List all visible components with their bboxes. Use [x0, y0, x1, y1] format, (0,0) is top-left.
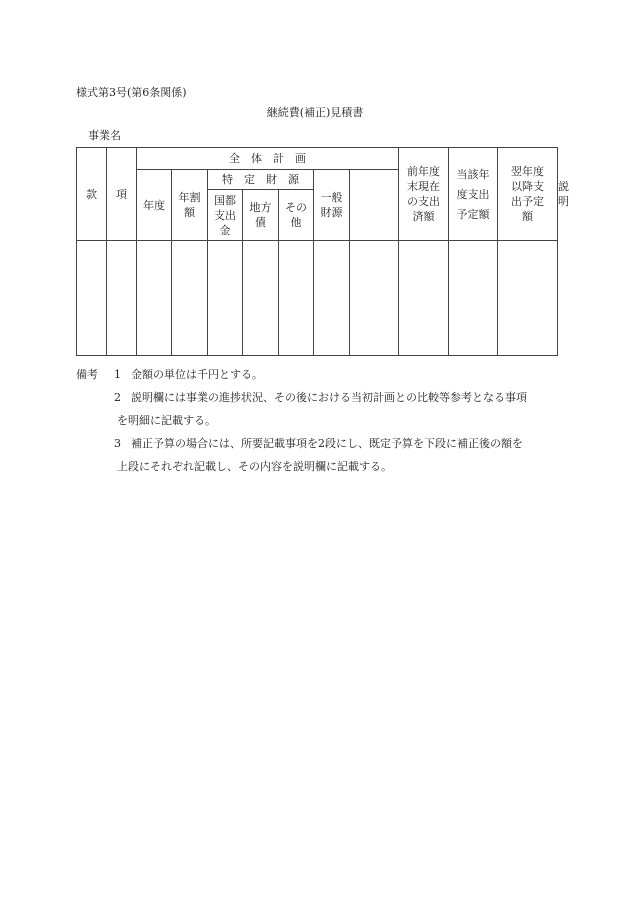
- header-year: 年度: [137, 170, 172, 241]
- remark-item-1: [76, 363, 566, 386]
- remark-number: 1: [114, 368, 121, 381]
- cell-prev-expenditure[interactable]: [350, 241, 399, 356]
- cell-next-planned[interactable]: [449, 241, 498, 356]
- remark-text-continued: を明細に記載する。: [117, 414, 216, 427]
- table-body-row: [77, 241, 558, 356]
- cell-description[interactable]: [498, 241, 558, 356]
- cell-kan[interactable]: [77, 241, 107, 356]
- header-overall-plan: 全 体 計 画: [137, 148, 399, 170]
- header-prev-expenditure: 前年度 末現在 の支出 済額: [399, 148, 449, 241]
- cell-kou[interactable]: [107, 241, 137, 356]
- header-national-subsidy: 国都 支出 金: [208, 190, 243, 241]
- cell-general-revenue[interactable]: [314, 241, 350, 356]
- cell-current-planned[interactable]: [399, 241, 449, 356]
- remark-text-continued: 上段にそれぞれ記載し、その内容を説明欄に記載する。: [117, 460, 392, 473]
- remarks-heading: 備考: [76, 368, 98, 381]
- remark-number: 3: [114, 437, 121, 450]
- header-other: その 他: [279, 190, 314, 241]
- header-next-planned: 翌年度 以降支 出予定 額: [498, 148, 558, 241]
- remark-text: 金額の単位は千円とする。: [131, 368, 263, 381]
- cell-year[interactable]: [137, 241, 172, 356]
- cell-annual-amount[interactable]: [172, 241, 208, 356]
- header-local-bond: 地方 債: [243, 190, 279, 241]
- form-number-label: 様式第3号(第6条関係): [76, 86, 187, 99]
- header-general-revenue: 一般 財源: [314, 170, 350, 241]
- header-annual-amount: 年割 額: [172, 170, 208, 241]
- remark-item-3: [76, 432, 566, 455]
- document-title: 継続費(補正)見積書: [266, 106, 364, 119]
- header-kou: 項: [107, 148, 137, 241]
- remark-item-2: [76, 386, 566, 409]
- remark-text: 補正予算の場合には、所要記載事項を2段にし、既定予算を下段に補正後の額を: [131, 437, 523, 450]
- cell-national-subsidy[interactable]: [208, 241, 243, 356]
- header-specific-revenue: 特 定 財 源: [208, 170, 314, 190]
- remark-text: 説明欄には事業の進捗状況、その後における当初計画との比較等参考となる事項: [131, 391, 527, 404]
- estimate-table: 款 項 全 体 計 画 前年度 末現在 の支出 済額 当該年 度支出 予定額 翌年度 以降支 出予定 額 説 明 年度 年割 額 特 定 財 源 一般 財源 国都 支出 金 地方 債 その 他: [76, 147, 558, 356]
- header-kan: 款: [77, 148, 107, 241]
- cell-local-bond[interactable]: [243, 241, 279, 356]
- cell-other[interactable]: [279, 241, 314, 356]
- project-name-label: 事業名: [88, 129, 121, 142]
- remark-number: 2: [114, 391, 121, 404]
- header-current-planned: 当該年 度支出 予定額: [449, 148, 498, 241]
- remarks-section: [76, 363, 566, 478]
